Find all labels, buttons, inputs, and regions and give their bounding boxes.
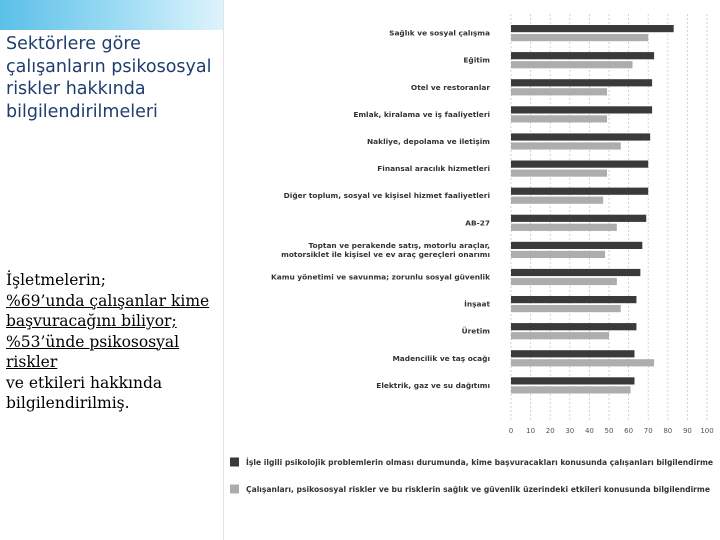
category-label: Üretim xyxy=(461,326,490,336)
category-label: Finansal aracılık hizmetleri xyxy=(377,164,490,174)
bar-series-1 xyxy=(511,161,648,168)
bar-series-2 xyxy=(511,61,633,68)
x-tick-label: 100 xyxy=(700,427,714,435)
x-tick-label: 30 xyxy=(565,427,575,435)
category-label: Diğer toplum, sosyal ve kişisel hizmet faaliyetleri xyxy=(283,191,490,201)
category-label: İnşaat xyxy=(464,299,490,309)
x-tick-label: 40 xyxy=(584,427,594,435)
category-labels xyxy=(271,29,491,390)
bar-series-1 xyxy=(511,106,652,113)
x-tick-label: 0 xyxy=(508,427,514,435)
bar-series-2 xyxy=(511,88,607,95)
category-label: Madencilik ve taş ocağı xyxy=(392,353,490,363)
x-axis-ticks xyxy=(509,427,714,435)
bar-series-1 xyxy=(511,79,652,86)
bar-series-2 xyxy=(511,278,617,285)
slide-title: Sektörlere göre çalışanların psikososyal riskler hakkında bilgilendirilmeleri xyxy=(6,34,212,122)
bar-series-1 xyxy=(511,215,646,222)
bar-series-2 xyxy=(511,34,648,41)
legend-label: İşle ilgili psikolojik problemlerin olması durumunda, kime başvuracakları konusunda çalışanları bilgilendirme xyxy=(246,458,714,467)
bar-series-2 xyxy=(511,115,607,122)
category-label: Kamu yönetimi ve savunma; zorunlu sosyal güvenlik xyxy=(271,272,490,282)
bar-series-2 xyxy=(511,359,654,366)
x-tick-label: 70 xyxy=(643,427,653,435)
category-label: Elektrik, gaz ve su dağıtımı xyxy=(376,380,490,390)
bar-series-1 xyxy=(511,52,654,59)
bar-series-1 xyxy=(511,188,648,195)
legend-label: Çalışanları, psikososyal riskler ve bu risklerin sağlık ve güvenlik üzerindeki etkileri konusunda bilgilendirme xyxy=(246,485,710,494)
bar-series-2 xyxy=(511,386,631,393)
legend-swatch xyxy=(230,485,239,494)
body-line-statistic-53: %53’ünde psikososyal riskler xyxy=(6,332,180,371)
category-label: Otel ve restoranlar xyxy=(410,82,490,92)
bar-series-2 xyxy=(511,224,617,231)
bar-series-1 xyxy=(511,296,636,303)
x-tick-label: 90 xyxy=(682,427,692,435)
bar-series-1 xyxy=(511,133,650,140)
bar-series-1 xyxy=(511,377,634,384)
legend xyxy=(230,458,713,495)
category-label: motorsiklet ile kişisel ve ev araç gereçleri onarımı xyxy=(281,249,490,259)
body-line-statistic-69: %69’unda çalışanlar kime başvuracağını biliyor; xyxy=(6,291,210,330)
legend-swatch xyxy=(230,458,239,467)
bar-series-1 xyxy=(511,350,634,357)
bar-series-1 xyxy=(511,269,640,276)
x-tick-label: 50 xyxy=(604,427,614,435)
body-line-intro: İşletmelerin; xyxy=(6,271,107,289)
bar-series-2 xyxy=(511,251,605,258)
x-tick-label: 20 xyxy=(545,427,555,435)
category-label: Emlak, kiralama ve iş faaliyetleri xyxy=(353,109,490,119)
bar-series-2 xyxy=(511,170,607,177)
header-gradient-bar xyxy=(0,0,224,30)
category-label: Eğitim xyxy=(463,55,490,65)
bar-series-2 xyxy=(511,197,603,204)
category-label: Toptan ve perakende satış, motorlu araçlar, xyxy=(308,240,490,250)
bar-series-1 xyxy=(511,242,642,249)
slide-body-text xyxy=(6,270,218,414)
x-tick-label: 80 xyxy=(663,427,673,435)
bar-series-2 xyxy=(511,305,621,312)
x-tick-label: 10 xyxy=(526,427,536,435)
category-label: AB-27 xyxy=(465,218,490,228)
x-tick-label: 60 xyxy=(624,427,634,435)
bars xyxy=(511,25,674,394)
sector-bar-chart xyxy=(224,0,720,540)
category-label: Sağlık ve sosyal çalışma xyxy=(389,28,490,38)
body-line-conclusion: ve etkileri hakkında bilgilendirilmiş. xyxy=(6,373,163,412)
left-text-panel xyxy=(0,0,224,540)
bar-series-2 xyxy=(511,332,609,339)
bar-series-1 xyxy=(511,25,674,32)
bar-series-2 xyxy=(511,142,621,149)
bar-series-1 xyxy=(511,323,636,330)
category-label: Nakliye, depolama ve iletişim xyxy=(367,137,490,146)
